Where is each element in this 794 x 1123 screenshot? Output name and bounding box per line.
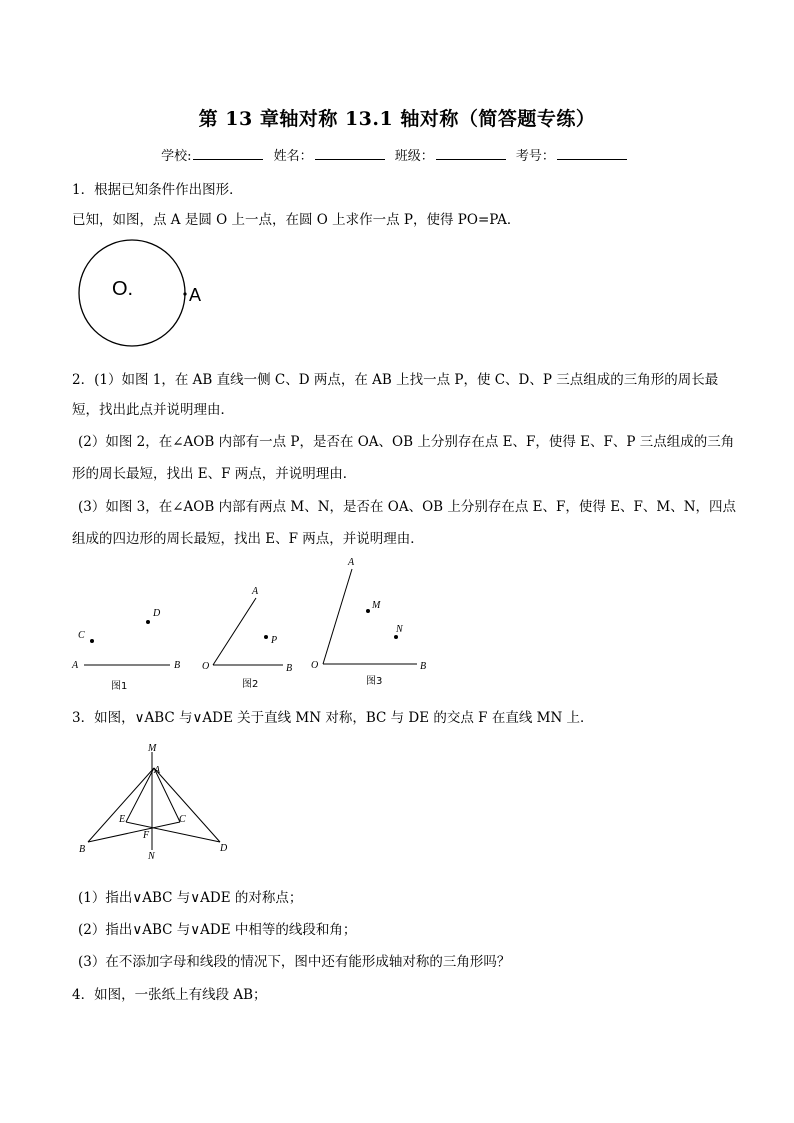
q2-p2-line1: (2）如图 2，在∠AOB 内部有一点 P，是否在 OA、OB 上分别存在点 E、F，使得 E、F、P 三点组成的三角 bbox=[78, 434, 735, 450]
label-o: O bbox=[311, 660, 319, 671]
ray-oa bbox=[323, 569, 352, 664]
q3-sub1: (1）指出∨ABC 与∨ADE 的对称点； bbox=[78, 890, 303, 906]
q2-p1-line1: 2．(1）如图 1，在 AB 直线一侧 C、D 两点，在 AB 上找一点 P，使 C、D、P 三点组成的三角形的周长最 bbox=[72, 372, 719, 388]
q1-circle-figure bbox=[70, 238, 220, 348]
caption-fig1: 图1 bbox=[111, 681, 128, 692]
id-blank[interactable] bbox=[557, 147, 627, 160]
label-a: A bbox=[348, 557, 355, 568]
q2-p3-line2: 组成的四边形的周长最短，找出 E、F 两点，并说明理由． bbox=[72, 531, 424, 547]
q2-p3-line1: (3）如图 3，在∠AOB 内部有两点 M、N，是否在 OA、OB 上分别存在点 E、F，使得 E、F、M、N，四点 bbox=[78, 499, 737, 515]
label-c: C bbox=[179, 814, 186, 825]
school-blank[interactable] bbox=[193, 147, 263, 160]
segment-ac bbox=[154, 768, 180, 822]
name-blank[interactable] bbox=[315, 147, 385, 160]
class-blank[interactable] bbox=[436, 147, 506, 160]
label-m: M bbox=[372, 600, 381, 611]
label-o: O bbox=[202, 661, 210, 672]
label-n: N bbox=[396, 624, 403, 635]
label-d: D bbox=[153, 608, 161, 619]
q2-figure-3 bbox=[306, 553, 436, 691]
student-info-line bbox=[0, 145, 794, 164]
point-a-dot bbox=[183, 292, 186, 295]
school-label: 学校: bbox=[161, 149, 192, 164]
page-title: 第 13 章轴对称 13.1 轴对称（简答题专练） bbox=[198, 108, 596, 130]
q2-p2-line2: 形的周长最短，找出 E、F 两点，并说明理由． bbox=[72, 466, 357, 482]
label-p: P bbox=[271, 635, 278, 646]
q2-p1-line2: 短，找出此点并说明理由． bbox=[72, 402, 234, 418]
label-b: B bbox=[420, 661, 427, 672]
label-a: A bbox=[72, 660, 79, 671]
q3-stem: 3．如图，∨ABC 与∨ADE 关于直线 MN 对称，BC 与 DE 的交点 F 在直线 MN 上． bbox=[72, 710, 594, 726]
label-e: E bbox=[119, 814, 126, 825]
caption-fig2: 图2 bbox=[242, 679, 259, 690]
q3-sub2: (2）指出∨ABC 与∨ADE 中相等的线段和角； bbox=[78, 922, 357, 938]
class-label: 班级： bbox=[394, 149, 434, 164]
q2-figure-2 bbox=[198, 580, 303, 692]
point-m-dot bbox=[366, 609, 370, 613]
label-b: B bbox=[79, 844, 86, 855]
point-a-label: A bbox=[189, 285, 202, 305]
label-n: N bbox=[148, 851, 155, 862]
id-label: 考号： bbox=[515, 149, 555, 164]
name-label: 姓名： bbox=[273, 149, 313, 164]
q1-stem: 1．根据已知条件作出图形． bbox=[72, 182, 243, 198]
circle-center-label: O. bbox=[112, 278, 134, 300]
q1-text: 已知，如图，点 A 是圆 O 上一点，在圆 O 上求作一点 P，使得 PO=PA． bbox=[72, 212, 521, 228]
label-b: B bbox=[286, 663, 293, 674]
label-b: B bbox=[174, 660, 181, 671]
label-f: F bbox=[143, 830, 150, 841]
ray-oa bbox=[213, 598, 256, 665]
label-a: A bbox=[154, 765, 161, 776]
segment-bc bbox=[88, 822, 180, 842]
point-c-dot bbox=[90, 639, 94, 643]
point-n-dot bbox=[394, 635, 398, 639]
label-c: C bbox=[78, 630, 85, 641]
label-d: D bbox=[220, 843, 228, 854]
q4-stem: 4．如图，一张纸上有线段 AB； bbox=[72, 987, 267, 1003]
q3-sub3: (3）在不添加字母和线段的情况下，图中还有能形成轴对称的三角形吗？ bbox=[78, 954, 511, 970]
q3-triangle-figure bbox=[76, 742, 236, 860]
segment-ad bbox=[154, 768, 220, 842]
segment-de bbox=[126, 822, 220, 842]
caption-fig3: 图3 bbox=[366, 676, 383, 687]
point-d-dot bbox=[146, 620, 150, 624]
label-m: M bbox=[148, 743, 157, 754]
label-a: A bbox=[252, 586, 259, 597]
q2-figure-1 bbox=[68, 600, 193, 692]
point-p-dot bbox=[264, 635, 268, 639]
